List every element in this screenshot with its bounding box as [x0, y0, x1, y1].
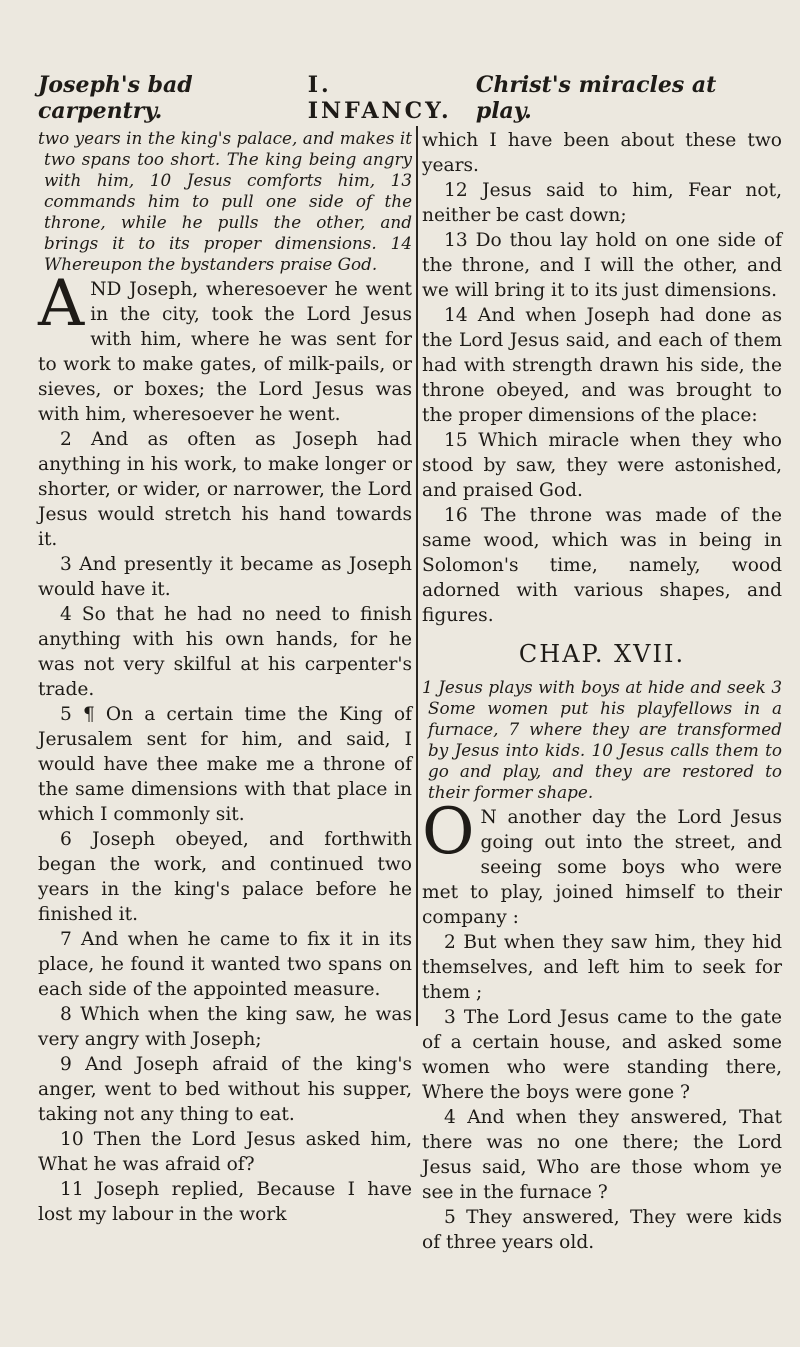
chapter-17-verse-3: 3 The Lord Jesus came to the gate of a certain house, and asked some women who were standing there, Where the boys were gone ?	[422, 1007, 782, 1103]
chapter-heading: CHAP. XVII.	[518, 640, 686, 668]
verse-8: 8 Which when the king saw, he was very angry with Joseph;	[38, 1004, 412, 1050]
header-left-title: Joseph's bad carpentry.	[38, 72, 193, 124]
chapter-17-verse-2: 2 But when they saw him, they hid themselves, and left him to seek for them ;	[422, 932, 782, 1003]
header-section-title: I. INFANCY.	[307, 72, 452, 124]
right-column	[422, 128, 782, 1255]
verse-14: 14 And when Joseph had done as the Lord Jesus said, and each of them had with strength drawn his side, the throne obeyed, and was brought to the proper dimensions of the place:	[422, 305, 782, 426]
chapter-summary-2: 1 Jesus plays with boys at hide and seek 3 Some women put his playfellows in a furnace, 7 where they are transformed by Jesus into kids. 10 Jesus calls them to go and play, and they are restored to their former shape.	[422, 677, 782, 802]
drop-cap: A	[38, 267, 85, 341]
verse-5: 5 ¶ On a certain time the King of Jerusalem sent for him, and said, I would have thee make me a throne of the same dimensions with that place in which I commonly sit.	[38, 704, 412, 825]
column-divider	[416, 126, 418, 1026]
chapter-17-verse-5: 5 They answered, They were kids of three years old.	[422, 1207, 782, 1253]
running-header	[38, 72, 762, 124]
chapter-17-verse-1	[422, 795, 782, 930]
verse-16: 16 The throne was made of the same wood, which was in being in Solomon's time, namely, wood adorned with various shapes, and figures.	[422, 505, 782, 626]
verse-10: 10 Then the Lord Jesus asked him, What he was afraid of?	[38, 1129, 412, 1175]
header-right-title: Christ's miracles at play.	[475, 72, 717, 124]
verse-9: 9 And Joseph afraid of the king's anger, went to bed without his supper, taking not any thing to eat.	[38, 1054, 412, 1125]
verse-4: 4 So that he had no need to finish anything with his own hands, for he was not very skilful at his carpenter's trade.	[38, 604, 412, 700]
chapter-17-verse-4: 4 And when they answered, That there was no one there; the Lord Jesus said, Who are those whom ye see in the furnace ?	[422, 1107, 782, 1203]
verse-3: 3 And presently it became as Joseph would have it.	[38, 554, 412, 600]
chapter-summary: two years in the king's palace, and makes it two spans too short. The king being angry with him, 10 Jesus comforts him, 13 commands him to pull one side of the throne, while he pulls the other, and brings it to its proper dimensions. 14 Whereupon the bystanders praise God.	[38, 128, 412, 274]
verse-11-continuation: which I have been about these two years.	[422, 130, 782, 176]
verse-13: 13 Do thou lay hold on one side of the throne, and I will the other, and we will bring it to its just dimensions.	[422, 230, 782, 301]
left-column	[38, 128, 412, 1227]
verse-12: 12 Jesus said to him, Fear not, neither be cast down;	[422, 180, 782, 226]
verse-11: 11 Joseph replied, Because I have lost my labour in the work	[38, 1179, 412, 1225]
drop-cap-2: O	[422, 795, 475, 869]
verse-1-text: ND Joseph, wheresoever he went in the city, took the Lord Jesus with him, where he was sent for to work to make gates, of milk-pails, or sieves, or boxes; the Lord Jesus was with him, wheresoever he went.	[38, 279, 412, 425]
chapter-17-verse-1-text: N another day the Lord Jesus going out into the street, and seeing some boys who were met to play, joined himself to their company :	[422, 807, 782, 928]
verse-2: 2 And as often as Joseph had anything in his work, to make longer or shorter, or wider, or narrower, the Lord Jesus would stretch his hand towards it.	[38, 429, 412, 550]
verse-15: 15 Which miracle when they who stood by saw, they were astonished, and praised God.	[422, 430, 782, 501]
verse-1	[38, 267, 412, 427]
verse-6: 6 Joseph obeyed, and forthwith began the work, and continued two years in the king's palace before he finished it.	[38, 829, 412, 925]
verse-7: 7 And when he came to fix it in its place, he found it wanted two spans on each side of the appointed measure.	[38, 929, 412, 1000]
